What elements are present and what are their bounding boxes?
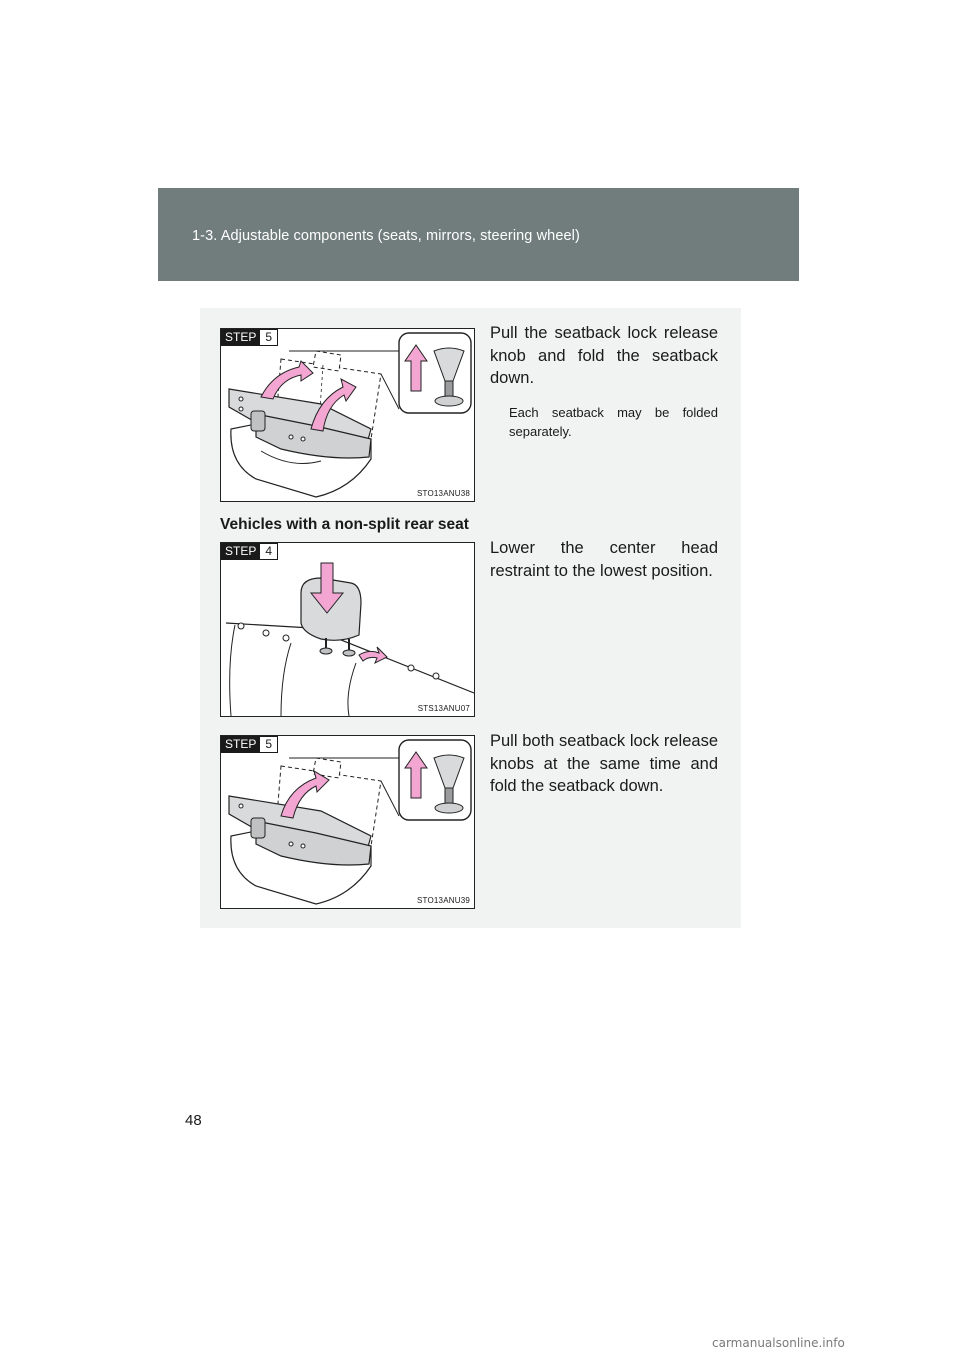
step-label: STEP — [221, 736, 260, 753]
figure-code: STO13ANU39 — [417, 896, 470, 905]
page-number: 48 — [185, 1112, 202, 1129]
section-title: 1-3. Adjustable components (seats, mirrors, steering wheel) — [192, 228, 580, 244]
step-badge — [221, 329, 278, 346]
step-instruction: Lower the center head restraint to the lowest position. — [490, 539, 718, 580]
figure-fold-split-seatback — [220, 328, 475, 502]
step-badge — [221, 543, 278, 560]
step-instruction: Pull the seatback lock release knob and fold the seatback down. — [490, 324, 718, 387]
subsection-heading: Vehicles with a non-split rear seat — [220, 516, 469, 533]
figure-code: STO13ANU38 — [417, 489, 470, 498]
split-seat-illustration — [221, 329, 474, 501]
nonsplit-seat-illustration — [221, 736, 474, 908]
step-instruction: Pull both seatback lock release knobs at the same time and fold the seatback down. — [490, 732, 718, 795]
watermark: carmanualsonline.info — [712, 1336, 845, 1350]
head-restraint-illustration — [221, 543, 474, 716]
step-number: 4 — [260, 543, 278, 560]
figure-fold-nonsplit-seatback — [220, 735, 475, 909]
step-number: 5 — [260, 736, 278, 753]
figure-code: STS13ANU07 — [417, 704, 470, 713]
step-number: 5 — [260, 329, 278, 346]
step-badge — [221, 736, 278, 753]
figure-lower-head-restraint — [220, 542, 475, 717]
step-note: Each seatback may be folded separately. — [509, 405, 718, 439]
step-label: STEP — [221, 329, 260, 346]
section-header — [158, 188, 799, 281]
step-label: STEP — [221, 543, 260, 560]
